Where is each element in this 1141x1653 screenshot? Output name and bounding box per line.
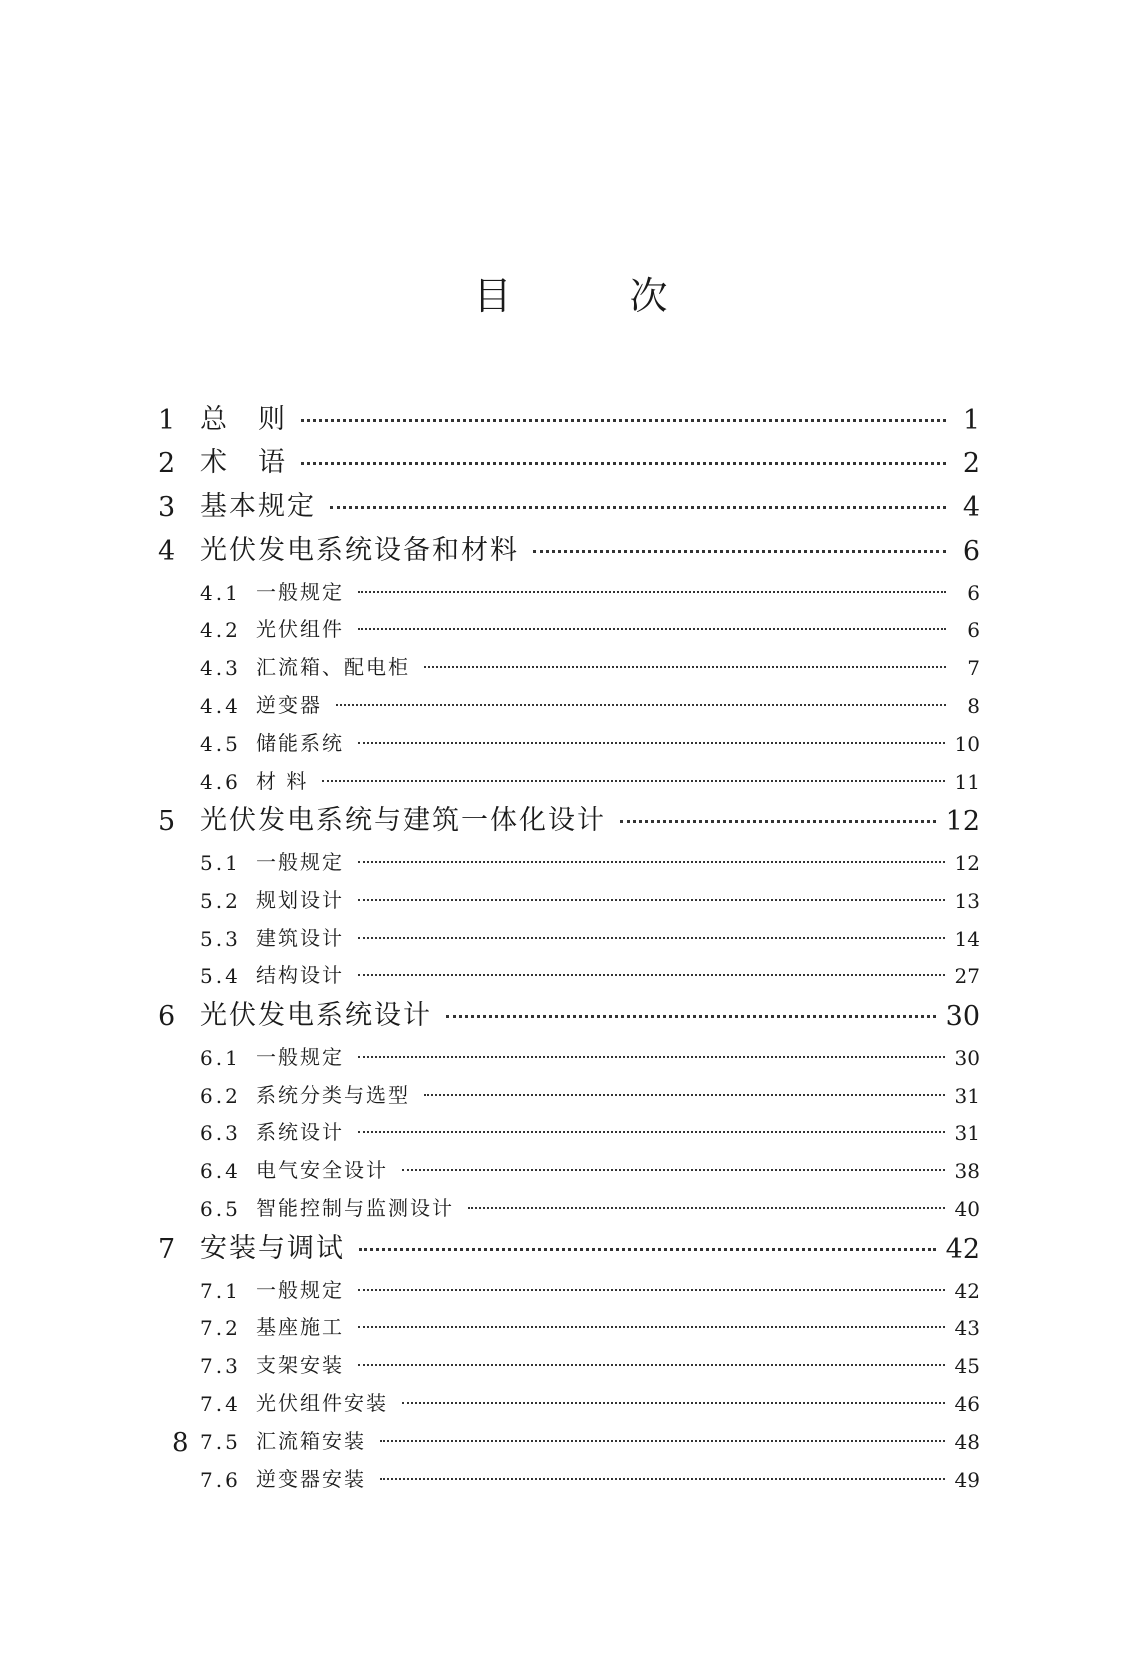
dot-leader (322, 756, 944, 794)
section-number: 7.2 (200, 1316, 241, 1341)
section-page-number: 45 (954, 1354, 980, 1379)
chapter-page-number: 12 (945, 806, 980, 838)
section-number: 6.2 (200, 1083, 241, 1108)
dot-leader (358, 951, 945, 989)
section-title: 智能控制与监测设计 (256, 1196, 454, 1221)
section-page-number: 7 (967, 656, 980, 681)
toc-chapter-entry[interactable] (158, 479, 980, 523)
section-title: 建筑设计 (256, 925, 344, 950)
section-number: 4.1 (200, 580, 241, 605)
section-page-number: 46 (954, 1391, 980, 1416)
dot-leader (358, 837, 945, 875)
chapter-page-number: 30 (945, 1001, 980, 1033)
section-title: 光伏组件 (256, 617, 344, 642)
toc-section-entry[interactable] (158, 718, 980, 756)
section-title: 材 料 (256, 768, 309, 793)
toc-section-entry[interactable] (158, 1145, 980, 1183)
section-page-number: 27 (954, 964, 980, 989)
chapter-number: 1 (158, 404, 176, 436)
section-number: 6.3 (200, 1121, 241, 1146)
toc-section-entry[interactable] (158, 913, 980, 951)
section-page-number: 38 (954, 1159, 980, 1184)
toc-section-entry[interactable] (158, 1454, 980, 1492)
dot-leader (358, 1265, 945, 1303)
section-number: 5.1 (200, 851, 241, 876)
toc-chapter-entry[interactable] (158, 392, 980, 436)
section-page-number: 14 (954, 926, 980, 951)
section-page-number: 8 (967, 693, 980, 718)
toc-section-entry[interactable] (158, 875, 980, 913)
toc-chapter-entry[interactable] (158, 988, 980, 1032)
section-title: 一般规定 (256, 1044, 344, 1069)
toc-section-entry[interactable] (158, 1378, 980, 1416)
dot-leader (358, 567, 946, 605)
dot-leader (336, 680, 946, 718)
section-title: 汇流箱、配电柜 (256, 655, 410, 680)
dot-leader (358, 605, 946, 643)
section-number: 5.3 (200, 926, 241, 951)
dot-leader (359, 1221, 936, 1265)
section-title: 基座施工 (256, 1315, 344, 1340)
toc-section-entry[interactable] (158, 1265, 980, 1303)
chapter-title: 光伏发电系统与建筑一体化设计 (200, 805, 606, 837)
section-number: 5.2 (200, 888, 241, 913)
dot-leader (424, 642, 946, 680)
dot-leader (358, 875, 945, 913)
dot-leader (402, 1145, 945, 1183)
toc-section-entry[interactable] (158, 567, 980, 605)
page-number: 8 (172, 1428, 189, 1458)
dot-leader (468, 1183, 945, 1221)
section-page-number: 12 (954, 851, 980, 876)
toc-section-entry[interactable] (158, 1032, 980, 1070)
dot-leader (358, 1303, 945, 1341)
toc-chapter-entry[interactable] (158, 794, 980, 838)
section-page-number: 10 (954, 731, 980, 756)
chapter-page-number: 4 (962, 492, 980, 524)
section-number: 6.1 (200, 1045, 241, 1070)
section-title: 一般规定 (256, 579, 344, 604)
section-title: 支架安装 (256, 1353, 344, 1378)
section-number: 6.4 (200, 1159, 241, 1184)
section-number: 7.5 (200, 1429, 241, 1454)
toc-section-entry[interactable] (158, 680, 980, 718)
section-page-number: 40 (954, 1197, 980, 1222)
toc-chapter-entry[interactable] (158, 1221, 980, 1265)
toc-chapter-entry[interactable] (158, 436, 980, 480)
dot-leader (358, 1340, 945, 1378)
section-title: 光伏组件安装 (256, 1390, 388, 1415)
section-page-number: 30 (954, 1045, 980, 1070)
section-number: 4.6 (200, 769, 241, 794)
dot-leader (620, 794, 936, 838)
dot-leader (358, 718, 945, 756)
dot-leader (446, 988, 936, 1032)
toc-section-entry[interactable] (158, 1416, 980, 1454)
chapter-number: 4 (158, 535, 176, 567)
toc-section-entry[interactable] (158, 1108, 980, 1146)
dot-leader (358, 913, 945, 951)
dot-leader (402, 1378, 945, 1416)
chapter-title: 总 则 (200, 403, 287, 435)
section-page-number: 43 (954, 1316, 980, 1341)
chapter-number: 5 (158, 806, 176, 838)
section-number: 7.4 (200, 1391, 241, 1416)
toc-chapter-entry[interactable] (158, 523, 980, 567)
chapter-title: 安装与调试 (200, 1232, 345, 1264)
chapter-page-number: 1 (962, 404, 980, 436)
chapter-number: 7 (158, 1233, 176, 1265)
section-page-number: 42 (954, 1278, 980, 1303)
toc-section-entry[interactable] (158, 642, 980, 680)
section-page-number: 13 (954, 888, 980, 913)
chapter-title: 光伏发电系统设计 (200, 1000, 432, 1032)
dot-leader (358, 1032, 945, 1070)
section-title: 储能系统 (256, 730, 344, 755)
chapter-title: 光伏发电系统设备和材料 (200, 534, 519, 566)
chapter-page-number: 2 (962, 448, 980, 480)
toc-section-entry[interactable] (158, 605, 980, 643)
toc-section-entry[interactable] (158, 756, 980, 794)
chapter-number: 6 (158, 1001, 176, 1033)
dot-leader (301, 436, 946, 480)
chapter-page-number: 6 (962, 535, 980, 567)
section-title: 结构设计 (256, 963, 344, 988)
dot-leader (533, 523, 946, 567)
section-title: 系统设计 (256, 1120, 344, 1145)
section-number: 4.5 (200, 731, 241, 756)
section-number: 6.5 (200, 1197, 241, 1222)
section-title: 一般规定 (256, 850, 344, 875)
dot-leader (330, 479, 946, 523)
section-title: 逆变器 (256, 692, 322, 717)
section-number: 5.4 (200, 964, 241, 989)
section-title: 一般规定 (256, 1277, 344, 1302)
section-page-number: 31 (954, 1121, 980, 1146)
section-number: 4.3 (200, 656, 241, 681)
section-title: 逆变器安装 (256, 1466, 366, 1491)
section-number: 7.3 (200, 1354, 241, 1379)
dot-leader (380, 1454, 945, 1492)
section-page-number: 49 (954, 1467, 980, 1492)
section-page-number: 48 (954, 1429, 980, 1454)
chapter-number: 3 (158, 492, 176, 524)
section-title: 规划设计 (256, 887, 344, 912)
toc-section-entry[interactable] (158, 1340, 980, 1378)
table-of-contents (158, 392, 980, 1492)
page-title: 目 次 (473, 274, 708, 318)
section-page-number: 6 (967, 618, 980, 643)
section-number: 4.4 (200, 693, 241, 718)
section-number: 7.1 (200, 1278, 241, 1303)
section-page-number: 11 (954, 769, 980, 794)
section-page-number: 6 (967, 580, 980, 605)
chapter-number: 2 (158, 448, 176, 480)
section-title: 电气安全设计 (256, 1158, 388, 1183)
dot-leader (358, 1108, 945, 1146)
toc-section-entry[interactable] (158, 1183, 980, 1221)
toc-section-entry[interactable] (158, 1303, 980, 1341)
section-number: 4.2 (200, 618, 241, 643)
section-title: 系统分类与选型 (256, 1082, 410, 1107)
dot-leader (301, 392, 946, 436)
section-number: 7.6 (200, 1467, 241, 1492)
section-title: 汇流箱安装 (256, 1428, 366, 1453)
toc-section-entry[interactable] (158, 837, 980, 875)
dot-leader (380, 1416, 945, 1454)
toc-section-entry[interactable] (158, 1070, 980, 1108)
chapter-page-number: 42 (945, 1233, 980, 1265)
toc-section-entry[interactable] (158, 951, 980, 989)
chapter-title: 术 语 (200, 447, 287, 479)
chapter-title: 基本规定 (200, 491, 316, 523)
section-page-number: 31 (954, 1083, 980, 1108)
dot-leader (424, 1070, 945, 1108)
